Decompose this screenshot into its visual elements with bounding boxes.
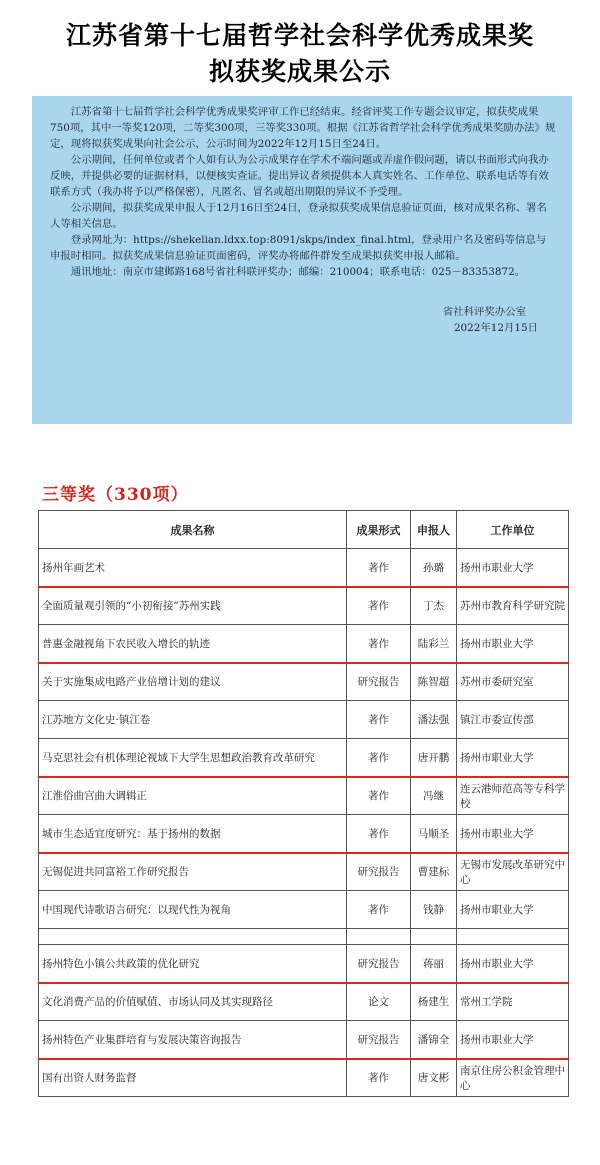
cell-person: 丁杰 — [411, 587, 457, 625]
cell-person: 马顺圣 — [411, 815, 457, 853]
cell-unit: 扬州市职业大学 — [457, 1021, 569, 1059]
cell-name: 关于实施集成电路产业倍增计划的建议 — [39, 663, 347, 701]
cell-person: 潘锦全 — [411, 1021, 457, 1059]
cell-unit: 扬州市职业大学 — [457, 625, 569, 663]
notice-paragraph: 公示期间，任何单位或者个人如有认为公示成果存在学术不端问题或弄虚作假问题，请以书面形式向我办反映，并提供必要的证据材料，以便核实查证。提出异议者须提供本人真实姓名、工作单位、联系电话等有效联系方式（我办将予以严格保密），凡匿名、冒名或超出期限的异议不予受理。 — [50, 154, 549, 198]
cell-form: 著作 — [347, 587, 411, 625]
cell-person: 潘法强 — [411, 701, 457, 739]
cell-unit: 镇江市委宣传部 — [457, 701, 569, 739]
section-title: 三等奖（330项） — [42, 485, 189, 505]
table-gap-row — [39, 929, 569, 945]
table-header-row — [39, 511, 569, 549]
announcement-box — [32, 96, 572, 424]
cell-name: 扬州特色产业集群培育与发展决策咨询报告 — [39, 1021, 347, 1059]
cell-name: 城市生态适宜度研究：基于扬州的数据 — [39, 815, 347, 853]
cell-person: 唐开鹏 — [411, 739, 457, 777]
cell-form: 研究报告 — [347, 663, 411, 701]
cell-name: 扬州特色小镇公共政策的优化研究 — [39, 945, 347, 983]
cell-unit: 南京住房公积金管理中心 — [457, 1059, 569, 1097]
signature-date: 2022年12月15日 — [453, 322, 538, 334]
cell-name: 江苏地方文化史·镇江卷 — [39, 701, 347, 739]
table-row — [39, 587, 569, 625]
cell-form: 论文 — [347, 983, 411, 1021]
page-title: 江苏省第十七届哲学社会科学优秀成果奖 — [65, 21, 534, 50]
column-header: 工作单位 — [457, 511, 569, 549]
cell-unit: 苏州市委研究室 — [457, 663, 569, 701]
notice-paragraph: 公示期间，拟获奖成果申报人于12月16日至24日，登录拟获奖成果信息验证页面，核对成果名称、署名人等相关信息。 — [50, 202, 547, 230]
cell-unit: 扬州市职业大学 — [457, 739, 569, 777]
cell-person: 冯继 — [411, 777, 457, 815]
table-row — [39, 663, 569, 701]
cell-unit: 连云港师范高等专科学校 — [457, 777, 569, 815]
table-row — [39, 1021, 569, 1059]
cell-person: 杨建生 — [411, 983, 457, 1021]
table-row — [39, 853, 569, 891]
cell-name: 全面质量观引领的“小初衔接”苏州实践 — [39, 587, 347, 625]
cell-unit: 苏州市教育科学研究院 — [457, 587, 569, 625]
notice-paragraph: 通讯地址：南京市建邺路168号省社科联评奖办；邮编：210004；联系电话：025－83353872。 — [70, 266, 526, 278]
table-row — [39, 891, 569, 929]
notice-paragraph: 江苏省第十七届哲学社会科学优秀成果奖评审工作已经结束。经省评奖工作专题会议审定，拟获奖成果750项，其中一等奖120项，二等奖300项，三等奖330项。根据《江苏省哲学社会科学优秀成果奖励办法》规定，现将拟获奖成果向社会公示，公示时间为2022年12月15日至24日。 — [50, 106, 556, 150]
notice-paragraph: 登录网址为：https://shekelian.ldxx.top:8091/skps/index_final.html，登录用户名及密码等信息与申报时相同。拟获奖成果信息验证页面密码，评奖办将邮件群发至成果拟获奖申报人邮箱。 — [50, 234, 547, 262]
page-subtitle: 拟获奖成果公示 — [208, 57, 391, 86]
cell-name: 中国现代诗歌语言研究：以现代性为视角 — [39, 891, 347, 929]
cell-unit: 扬州市职业大学 — [457, 815, 569, 853]
cell-form: 著作 — [347, 891, 411, 929]
cell-form: 著作 — [347, 1059, 411, 1097]
cell-form: 著作 — [347, 625, 411, 663]
table-row — [39, 549, 569, 587]
cell-form: 著作 — [347, 777, 411, 815]
cell-person: 孙璐 — [411, 549, 457, 587]
table-row — [39, 739, 569, 777]
cell-name: 文化消费产品的价值赋值、市场认同及其实现路径 — [39, 983, 347, 1021]
cell-form: 研究报告 — [347, 945, 411, 983]
cell-name: 国有出资人财务监督 — [39, 1059, 347, 1097]
cell-person: 曹建标 — [411, 853, 457, 891]
column-header: 申报人 — [411, 511, 457, 549]
cell-person: 唐文彬 — [411, 1059, 457, 1097]
cell-form: 研究报告 — [347, 853, 411, 891]
cell-unit: 扬州市职业大学 — [457, 549, 569, 587]
table-row — [39, 983, 569, 1021]
cell-person: 钱静 — [411, 891, 457, 929]
cell-unit: 扬州市职业大学 — [457, 891, 569, 929]
cell-form: 著作 — [347, 701, 411, 739]
signature-org: 省社科评奖办公室 — [442, 306, 526, 318]
cell-unit: 无锡市发展改革研究中心 — [457, 853, 569, 891]
column-header: 成果形式 — [347, 511, 411, 549]
cell-unit: 扬州市职业大学 — [457, 945, 569, 983]
awards-table — [38, 510, 569, 1097]
cell-form: 著作 — [347, 815, 411, 853]
table-row — [39, 815, 569, 853]
cell-form: 著作 — [347, 549, 411, 587]
cell-person: 蒋丽 — [411, 945, 457, 983]
cell-form: 研究报告 — [347, 1021, 411, 1059]
cell-name: 无锡促进共同富裕工作研究报告 — [39, 853, 347, 891]
cell-person: 陈智超 — [411, 663, 457, 701]
column-header: 成果名称 — [39, 511, 347, 549]
cell-form: 著作 — [347, 739, 411, 777]
cell-name: 普惠金融视角下农民收入增长的轨迹 — [39, 625, 347, 663]
cell-name: 扬州年画艺术 — [39, 549, 347, 587]
cell-person: 陆彩兰 — [411, 625, 457, 663]
table-row — [39, 777, 569, 815]
table-row — [39, 945, 569, 983]
cell-name: 江淮俗曲宫曲大调辑正 — [39, 777, 347, 815]
table-row — [39, 625, 569, 663]
table-row — [39, 1059, 569, 1097]
table-row — [39, 701, 569, 739]
cell-name: 马克思社会有机体理论视域下大学生思想政治教育改革研究 — [39, 739, 347, 777]
cell-unit: 常州工学院 — [457, 983, 569, 1021]
